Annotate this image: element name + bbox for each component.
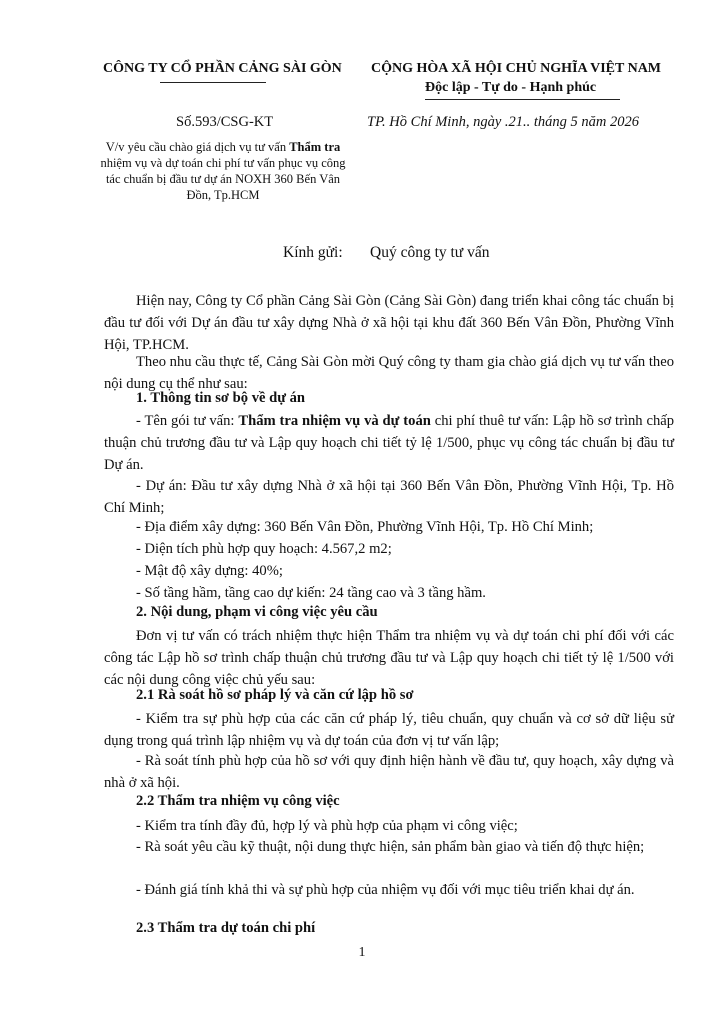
package-name — [104, 410, 674, 476]
location-line: - Địa điểm xây dựng: 360 Bến Vân Đồn, Phường Vĩnh Hội, Tp. Hồ Chí Minh; — [136, 519, 594, 535]
section-2-heading: 2. Nội dung, phạm vi công việc yêu cầu — [136, 604, 378, 620]
subject — [96, 139, 350, 203]
subject-rest: nhiệm vụ và dự toán chi phí tư vấn phục vụ công tác chuẩn bị đầu tư dự án NOXH 360 Bến Vân Đồn, Tp.HCM — [100, 156, 346, 202]
package-prefix: - Tên gói tư vấn: — [136, 413, 239, 429]
number-value: .593 — [191, 114, 217, 130]
section-2-2-item-b: - Rà soát yêu cầu kỹ thuật, nội dung thực hiện, sản phẩm bàn giao và tiến độ thực hiện; — [136, 839, 645, 855]
section-2-1-item-a: - Kiểm tra sự phù hợp của các căn cứ pháp lý, tiêu chuẩn, quy chuẩn và cơ sở dữ liệu sử dụng trong quá trình lập nhiệm vụ và dự toán của đơn vị tư vấn lập; — [104, 711, 674, 749]
country-name: CỘNG HÒA XÃ HỘI CHỦ NGHĨA VIỆT NAM — [371, 61, 662, 76]
document-number — [176, 114, 273, 131]
company-underline — [160, 82, 266, 83]
greeting-recipient: Quý công ty tư vấn — [370, 244, 490, 261]
section-2-2-item-a: - Kiểm tra tính đầy đủ, hợp lý và phù hợp của phạm vi công việc; — [136, 818, 518, 834]
subject-bold: Thẩm tra — [289, 140, 341, 154]
section-1-heading: 1. Thông tin sơ bộ về dự án — [136, 390, 306, 406]
section-2-3-heading: 2.3 Thẩm tra dự toán chi phí — [136, 920, 316, 936]
area-line: - Diện tích phù hợp quy hoạch: 4.567,2 m2; — [136, 541, 392, 557]
section-2-2-heading: 2.2 Thẩm tra nhiệm vụ công việc — [136, 793, 340, 809]
greeting-label: Kính gửi: — [283, 244, 343, 261]
national-motto: Độc lập - Tự do - Hạnh phúc — [425, 80, 597, 95]
number-suffix: /CSG-KT — [216, 114, 274, 130]
project-line: - Dự án: Đầu tư xây dựng Nhà ở xã hội tại 360 Bến Vân Đồn, Phường Vĩnh Hội, Tp. Hồ Chí Minh; — [104, 478, 674, 516]
package-rest: chi phí thuê tư vấn: Lập hồ sơ trình chấp thuận chủ trương đầu tư và Lập quy hoạch chi tiết tỷ lệ 1/500, phục vụ công tác chuẩn bị đầu tư Dự án. — [104, 413, 675, 473]
package-bold: Thẩm tra nhiệm vụ và dự toán — [238, 413, 431, 429]
section-2-1-item-b: - Rà soát tính phù hợp của hồ sơ với quy định hiện hành về đầu tư, quy hoạch, xây dựng và nhà ở xã hội. — [104, 753, 674, 791]
place-date: TP. Hồ Chí Minh, ngày .21.. tháng 5 năm 2026 — [367, 114, 640, 130]
section-2-2-item-c: - Đánh giá tính khả thi và sự phù hợp của nhiệm vụ đối với mục tiêu triển khai dự án. — [136, 882, 635, 898]
floors-line: - Số tầng hầm, tầng cao dự kiến: 24 tầng cao và 3 tầng hầm. — [136, 585, 486, 601]
subject-prefix: V/v yêu cầu chào giá dịch vụ tư vấn — [105, 140, 290, 154]
section-2-1-heading: 2.1 Rà soát hồ sơ pháp lý và căn cứ lập hồ sơ — [136, 687, 414, 703]
company-name: CÔNG TY CỔ PHẦN CẢNG SÀI GÒN — [103, 61, 342, 76]
intro-paragraph-2: Theo nhu cầu thực tế, Cảng Sài Gòn mời Quý công ty tham gia chào giá dịch vụ tư vấn theo nội dung cụ thể như sau: — [104, 354, 674, 392]
number-label: Số — [176, 114, 192, 130]
section-2-intro: Đơn vị tư vấn có trách nhiệm thực hiện Thẩm tra nhiệm vụ và dự toán chi phí đối với các công tác Lập hồ sơ trình chấp thuận chủ trương đầu tư và Lập quy hoạch chi tiết tỷ lệ 1/500 với các nội dung công việc chủ yếu sau: — [104, 628, 674, 688]
page-number: 1 — [358, 945, 366, 960]
density-line: - Mật độ xây dựng: 40%; — [136, 563, 283, 579]
intro-paragraph-1: Hiện nay, Công ty Cổ phần Cảng Sài Gòn (Cảng Sài Gòn) đang triển khai công tác chuẩn bị đầu tư đối với Dự án đầu tư xây dựng Nhà ở xã hội tại khu đất 360 Bến Vân Đồn, Phường Vĩnh Hội, TP.HCM. — [104, 293, 674, 353]
motto-underline — [425, 99, 620, 100]
